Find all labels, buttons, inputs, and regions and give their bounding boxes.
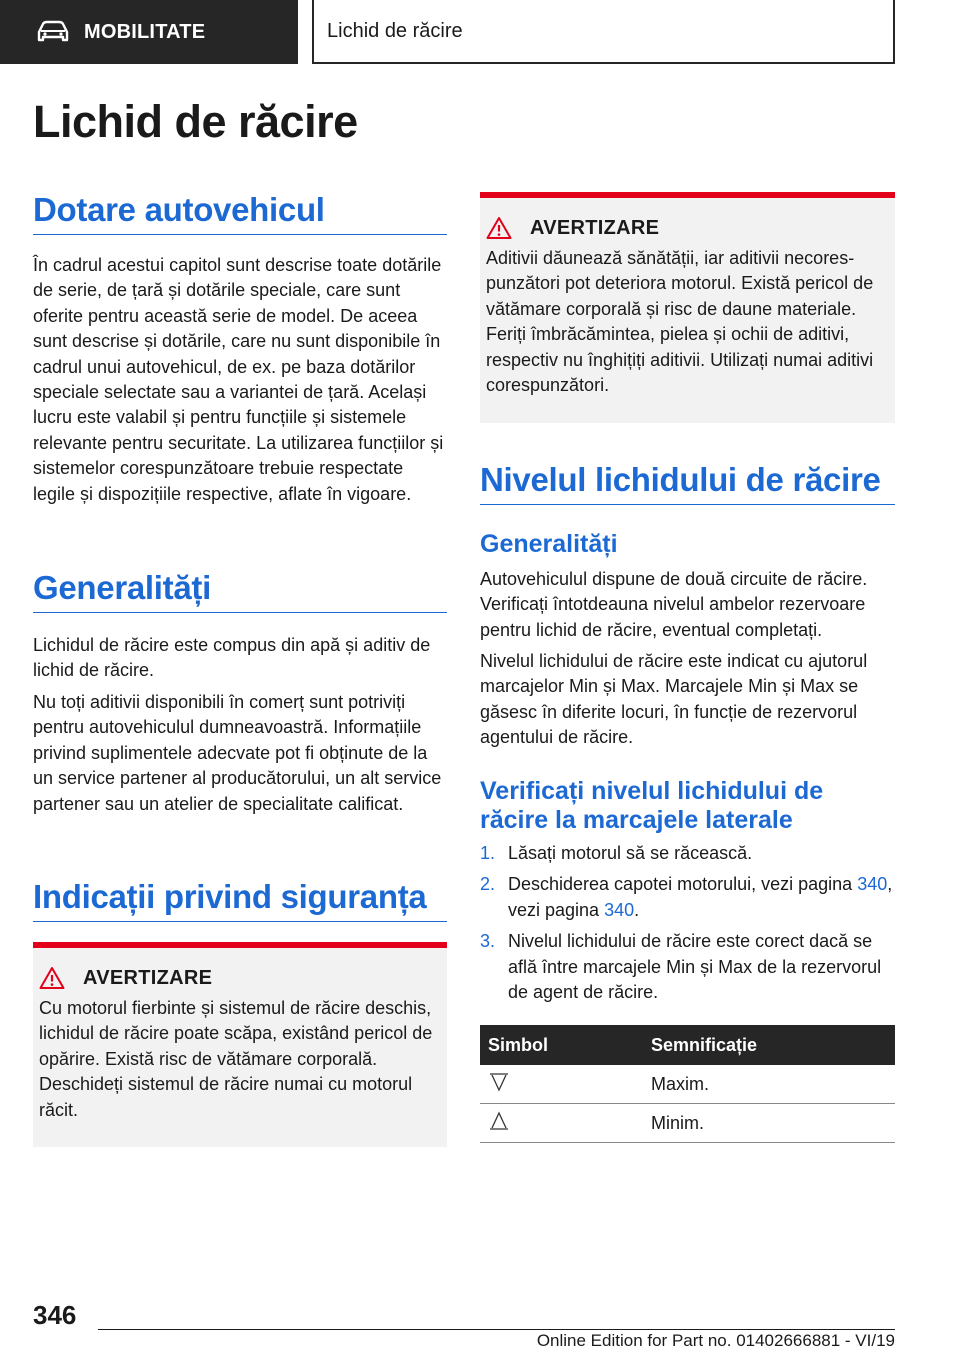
heading-nivel: Nivelul lichidului de răcire	[480, 462, 895, 505]
step-text-part: Deschiderea capotei motorului, vezi pagina	[508, 874, 858, 895]
header-chapter-tab	[312, 0, 895, 64]
chapter-name: Lichid de răcire	[327, 19, 463, 42]
meaning-cell: Minim.	[643, 1104, 895, 1143]
max-mark-icon	[488, 1071, 510, 1093]
section-name: MOBILITATE	[84, 20, 206, 43]
generalitati-p1: Lichidul de răcire este compus din apă și aditiv de lichid de răcire.	[33, 635, 431, 681]
page-link-340[interactable]: 340	[857, 874, 888, 895]
page-number: 346	[33, 1300, 77, 1330]
heading-siguranta: Indicații privind siguranța	[33, 879, 447, 922]
heading-generalitati: Generalități	[33, 570, 447, 613]
min-mark-icon	[488, 1110, 510, 1132]
edition-text: Online Edition for Part no. 01402666881 - VI/19	[536, 1331, 895, 1350]
step-text-part: .	[634, 899, 640, 920]
warning-box-additives	[480, 192, 895, 423]
table-header-row	[480, 1025, 895, 1065]
symbol-cell	[480, 1104, 643, 1143]
symbol-table	[480, 1025, 895, 1143]
nivel-p2: Nivelul lichidului de răcire este indicat cu ajutorul marcajelor Min și Max. Marcajele Min și Max se găsesc în diferite locuri, în funcție de rezervorul agentului de răcire.	[480, 651, 868, 748]
column-header-simbol: Simbol	[480, 1025, 643, 1065]
list-item	[480, 929, 895, 1005]
warning-text: Cu motorul fierbinte și sistemul de răcire deschis, lichidul de răcire poate scăpa, existând pericol de opărire. Există risc de vătămare corporală. Deschideți sistemul de răcire numai cu motorul răcit.	[39, 998, 433, 1120]
warning-text: Aditivii dăunează sănătății, iar aditivii necorespunzători pot deteriora motorul. Există pericol de vătămare corporală și risc de daune materiale. Feriți îmbrăcămintea, pielea și ochii de aditivi, respectiv nu înghițiți aditivii. Utilizați numai aditivi corespunzători.	[486, 248, 874, 396]
heading-dotare: Dotare autovehicul	[33, 192, 447, 235]
list-item	[480, 841, 895, 866]
generalitati-p2: Nu toți aditivii disponibili în comerț sunt potriviți pentru autovehiculul dumneavoastră. Informațiile privind suplimentele adecvate pot fi obținute de la un service partener al producătorului, un alt service partener sau un atelier de specialitate calificat.	[33, 692, 442, 814]
nivel-p1: Autovehiculul dispune de două circuite de răcire. Verificați întotdeauna nivelul ambelor rezervoare pentru lichid de răcire, eventual completați.	[480, 569, 868, 640]
meaning-cell: Maxim.	[643, 1065, 895, 1104]
table-row	[480, 1104, 895, 1143]
step-text: Nivelul lichidului de răcire este corect dacă se află între marcajele Min și Max de la rezervorul de agent de răcire.	[508, 931, 882, 1003]
list-item	[480, 872, 895, 923]
warning-triangle-icon	[39, 966, 65, 990]
step-number: 1.	[480, 843, 496, 863]
car-icon	[36, 20, 70, 44]
column-header-semnificatie: Semnificație	[643, 1025, 895, 1065]
warning-triangle-icon	[486, 216, 512, 240]
dotare-text: În cadrul acestui capitol sunt descrise toate dotările de serie, de țară și dotările speciale, care sunt oferite pentru această serie de model. De aceea sunt descrise și dotările, care nu sunt disponibile în cadrul unui autovehicul, de ex. pe baza dotărilor speciale selectate sau a variantei de țară. Același lucru este valabil și pentru funcțiile și sistemele relevante pentru securitate. La utilizarea funcțiilor și sistemelor corespunzătoare trebuie respectate legile și dispozițiile respective, aflate în vigoare.	[33, 255, 444, 504]
step-text: Lăsați motorul să se răcească.	[508, 843, 753, 863]
header-section-tab	[0, 0, 298, 64]
subheading-generalitati: Generalități	[480, 530, 618, 558]
step-number: 2.	[480, 874, 496, 895]
table-row	[480, 1065, 895, 1104]
symbol-cell	[480, 1065, 643, 1104]
warning-box-scalding	[33, 942, 447, 1147]
footer-divider	[98, 1329, 895, 1330]
page-link-340[interactable]: 340	[604, 899, 635, 920]
step-text-part: , vezi pagina	[508, 874, 893, 920]
step-number: 3.	[480, 931, 496, 952]
step-text	[508, 872, 895, 923]
steps-list	[480, 841, 895, 1011]
page-title: Lichid de răcire	[33, 96, 358, 147]
warning-label: AVERTIZARE	[530, 216, 660, 239]
subheading-verificati: Verificați nivelul lichidului de răcire la marcajele laterale	[480, 777, 824, 834]
warning-label: AVERTIZARE	[83, 966, 213, 989]
